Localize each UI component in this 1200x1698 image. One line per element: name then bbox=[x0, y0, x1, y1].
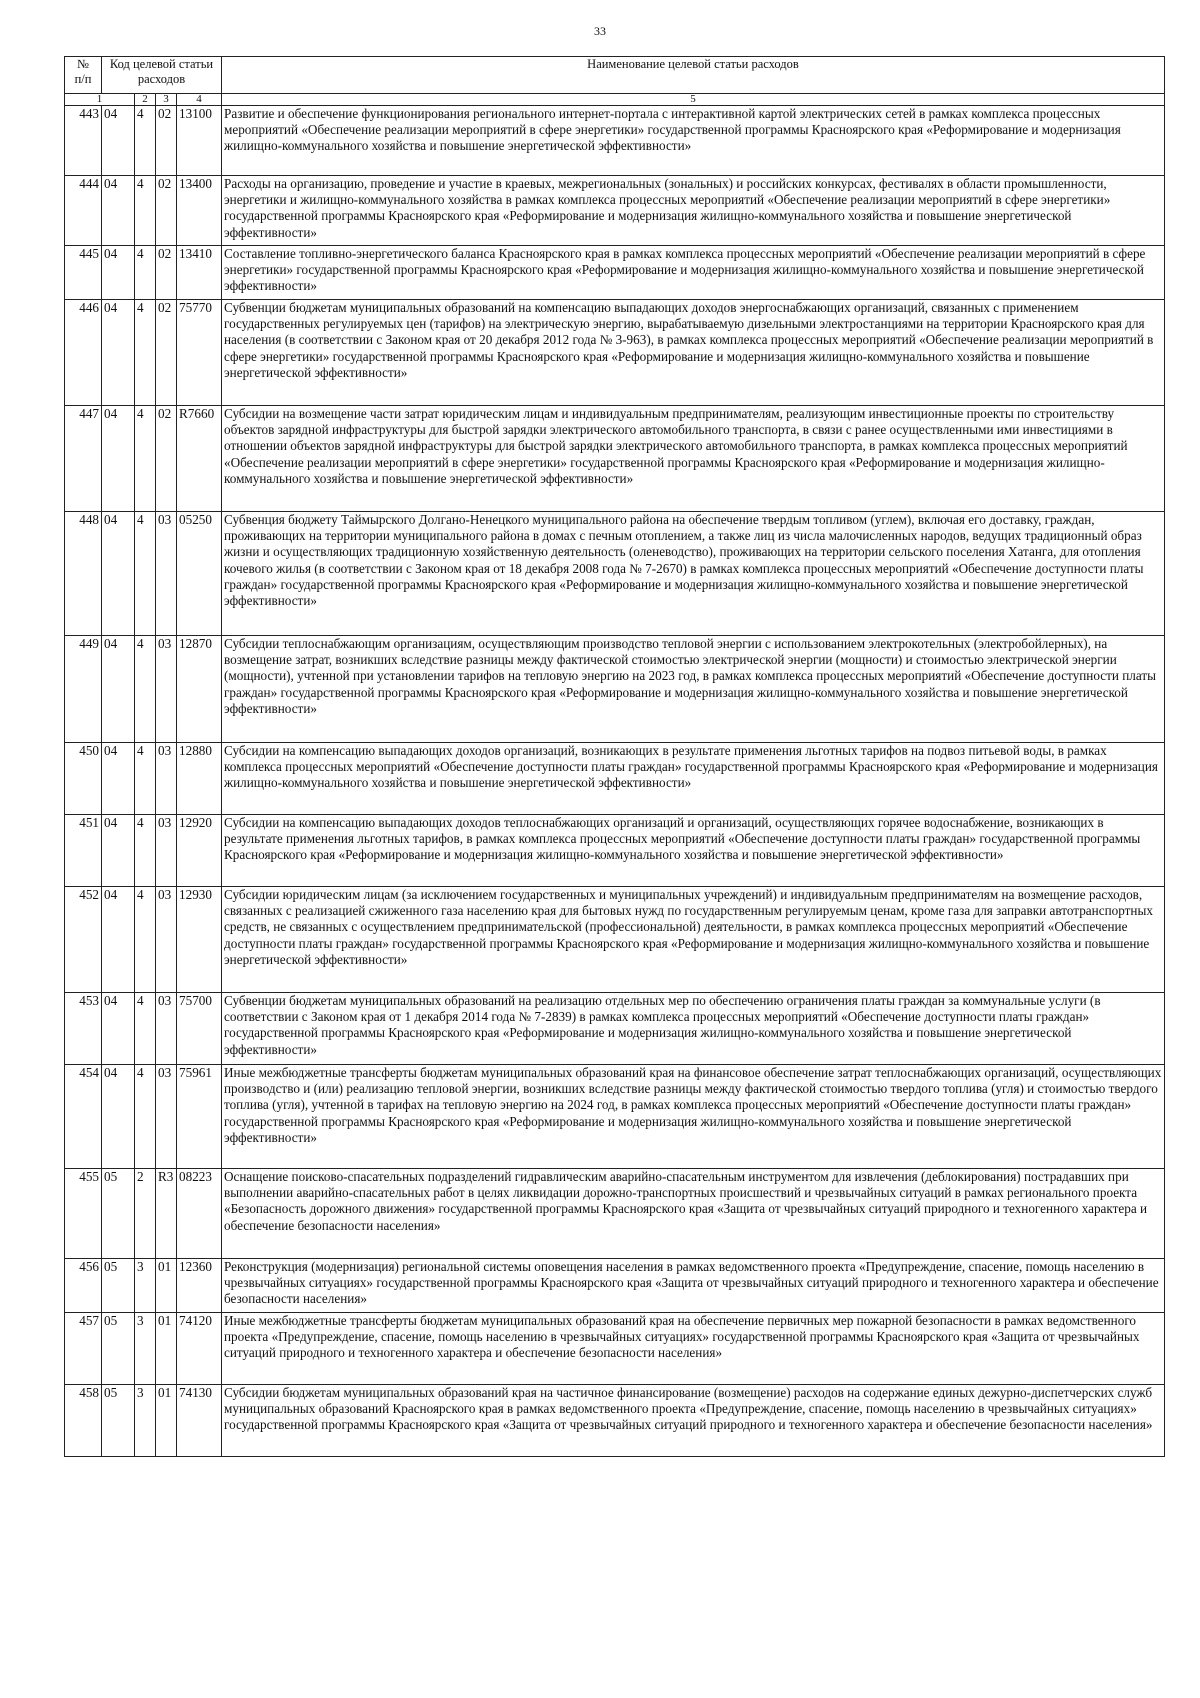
code-part-2: 4 bbox=[135, 887, 156, 993]
code-part-2: 4 bbox=[135, 512, 156, 636]
table-row bbox=[65, 176, 1165, 246]
code-part-1: 04 bbox=[102, 176, 135, 246]
code-part-2: 4 bbox=[135, 300, 156, 406]
code-part-1: 04 bbox=[102, 636, 135, 743]
code-part-2: 4 bbox=[135, 993, 156, 1065]
header-row bbox=[65, 57, 1165, 94]
code-part-1: 04 bbox=[102, 300, 135, 406]
col-number-5: 5 bbox=[222, 94, 1165, 106]
code-part-2: 4 bbox=[135, 176, 156, 246]
code-part-3: 02 bbox=[156, 300, 177, 406]
column-number-row bbox=[65, 94, 1165, 106]
row-name: Развитие и обеспечение функционирования регионального интернет-портала с интерактивной картой электрических сетей в рамках комплекса процессных мероприятий «Обеспечение реализации мероприятий в сфере энергетики» государственной программы Красноярского края «Реформирование и модернизация жилищно-коммунального хозяйства и повышение энергетической эффективности» bbox=[222, 106, 1165, 176]
code-part-2: 4 bbox=[135, 743, 156, 815]
code-part-4: 13100 bbox=[177, 106, 222, 176]
table-row bbox=[65, 246, 1165, 300]
row-number: 457 bbox=[65, 1313, 102, 1385]
budget-table bbox=[64, 56, 1165, 1457]
row-name: Субсидии на компенсацию выпадающих доходов организаций, возникающих в результате применения льготных тарифов на подвоз питьевой воды, в рамках комплекса процессных мероприятий «Обеспечение доступности платы граждан» государственной программы Красноярского края «Реформирование и модернизация жилищно-коммунального хозяйства и повышение энергетической эффективности» bbox=[222, 743, 1165, 815]
code-part-3: R3 bbox=[156, 1169, 177, 1259]
row-number: 456 bbox=[65, 1259, 102, 1313]
table-row bbox=[65, 887, 1165, 993]
row-number: 446 bbox=[65, 300, 102, 406]
table-row bbox=[65, 1313, 1165, 1385]
code-part-2: 4 bbox=[135, 246, 156, 300]
code-part-3: 01 bbox=[156, 1313, 177, 1385]
row-name: Реконструкция (модернизация) региональной системы оповещения населения в рамках ведомственного проекта «Предупреждение, спасение, помощь населению в чрезвычайных ситуациях» государственной программы Красноярского края «Защита от чрезвычайных ситуаций природного и техногенного характера и обеспечение безопасности населения» bbox=[222, 1259, 1165, 1313]
header-code-line1: Код целевой статьи bbox=[109, 57, 214, 71]
header-code-line2: расходов bbox=[137, 72, 186, 86]
header-code bbox=[102, 57, 222, 94]
code-part-1: 04 bbox=[102, 406, 135, 512]
code-part-3: 01 bbox=[156, 1385, 177, 1457]
code-part-4: 12880 bbox=[177, 743, 222, 815]
code-part-3: 02 bbox=[156, 246, 177, 300]
row-name: Субвенции бюджетам муниципальных образований на компенсацию выпадающих доходов энергоснабжающих организаций, связанных с применением государственных регулируемых цен (тарифов) на электрическую энергию, вырабатываемую дизельными электростанциями на территории Красноярского края для населения (в соответствии с Законом края от 20 декабря 2012 года № 3-963), в рамках комплекса процессных мероприятий «Обеспечение реализации мероприятий в сфере энергетики» государственной программы Красноярского края «Реформирование и модернизация жилищно-коммунального хозяйства и повышение энергетической эффективности» bbox=[222, 300, 1165, 406]
code-part-4: 12930 bbox=[177, 887, 222, 993]
code-part-4: 13400 bbox=[177, 176, 222, 246]
header-number-line2: п/п bbox=[74, 72, 92, 86]
row-number: 443 bbox=[65, 106, 102, 176]
code-part-2: 4 bbox=[135, 106, 156, 176]
code-part-3: 03 bbox=[156, 636, 177, 743]
code-part-1: 05 bbox=[102, 1259, 135, 1313]
code-part-3: 03 bbox=[156, 815, 177, 887]
code-part-3: 03 bbox=[156, 512, 177, 636]
row-number: 447 bbox=[65, 406, 102, 512]
table-row bbox=[65, 993, 1165, 1065]
code-part-4: 74120 bbox=[177, 1313, 222, 1385]
code-part-1: 04 bbox=[102, 1065, 135, 1169]
code-part-1: 05 bbox=[102, 1169, 135, 1259]
table-row bbox=[65, 300, 1165, 406]
row-name: Субвенция бюджету Таймырского Долгано-Ненецкого муниципального района на обеспечение твердым топливом (углем), включая его доставку, граждан, проживающих на территории муниципального района в домах с печным отоплением, а также лиц из числа малочисленных народов, ведущих традиционный образ жизни и осуществляющих традиционную хозяйственную деятельность (оленеводство), проживающих на территории сельского поселения Хатанга, для отопления кочевого жилья (в соответствии с Законом края от 18 декабря 2008 года № 7-2670) в рамках комплекса процессных мероприятий «Обеспечение доступности платы граждан» государственной программы Красноярского края «Реформирование и модернизация жилищно-коммунального хозяйства и повышение энергетической эффективности» bbox=[222, 512, 1165, 636]
row-number: 453 bbox=[65, 993, 102, 1065]
row-number: 450 bbox=[65, 743, 102, 815]
code-part-3: 03 bbox=[156, 887, 177, 993]
table-body bbox=[65, 106, 1165, 1457]
code-part-4: 13410 bbox=[177, 246, 222, 300]
table-row bbox=[65, 1259, 1165, 1313]
code-part-3: 03 bbox=[156, 993, 177, 1065]
row-number: 458 bbox=[65, 1385, 102, 1457]
code-part-1: 04 bbox=[102, 743, 135, 815]
code-part-4: 74130 bbox=[177, 1385, 222, 1457]
row-name: Иные межбюджетные трансферты бюджетам муниципальных образований края на финансовое обеспечение затрат теплоснабжающих организаций, осуществляющих производство и (или) реализацию тепловой энергии, возникших вследствие разницы между фактической стоимостью твердого топлива (угля) и стоимостью твердого топлива (угля), учтенной в тарифах на тепловую энергию на 2024 год, в рамках комплекса процессных мероприятий «Обеспечение доступности платы граждан» государственной программы Красноярского края «Реформирование и модернизация жилищно-коммунального хозяйства и повышение энергетической эффективности» bbox=[222, 1065, 1165, 1169]
code-part-1: 04 bbox=[102, 246, 135, 300]
row-name: Субсидии на компенсацию выпадающих доходов теплоснабжающих организаций и организаций, осуществляющих горячее водоснабжение, возникающих в результате применения льготных тарифов, в рамках комплекса процессных мероприятий «Обеспечение доступности платы граждан» государственной программы Красноярского края «Реформирование и модернизация жилищно-коммунального хозяйства и повышение энергетической эффективности» bbox=[222, 815, 1165, 887]
row-name: Субсидии теплоснабжающим организациям, осуществляющим производство тепловой энергии с использованием электрокотельных (электробойлерных), на возмещение затрат, возникших вследствие разницы между фактической стоимостью электрической энергии (мощности) и стоимостью электрической энергии (мощности), учтенной при установлении тарифов на тепловую энергию на 2023 год, в рамках комплекса процессных мероприятий «Обеспечение доступности платы граждан» государственной программы Красноярского края «Реформирование и модернизация жилищно-коммунального хозяйства и повышение энергетической эффективности» bbox=[222, 636, 1165, 743]
row-number: 445 bbox=[65, 246, 102, 300]
header-number bbox=[65, 57, 102, 94]
code-part-3: 02 bbox=[156, 106, 177, 176]
code-part-1: 04 bbox=[102, 512, 135, 636]
code-part-2: 2 bbox=[135, 1169, 156, 1259]
code-part-3: 02 bbox=[156, 406, 177, 512]
table-row bbox=[65, 743, 1165, 815]
row-name: Иные межбюджетные трансферты бюджетам муниципальных образований края на обеспечение первичных мер пожарной безопасности в рамках ведомственного проекта «Предупреждение, спасение, помощь населению в чрезвычайных ситуациях» государственной программы Красноярского края «Защита от чрезвычайных ситуаций природного и техногенного характера и обеспечение безопасности населения» bbox=[222, 1313, 1165, 1385]
code-part-2: 4 bbox=[135, 406, 156, 512]
code-part-1: 05 bbox=[102, 1385, 135, 1457]
row-number: 455 bbox=[65, 1169, 102, 1259]
table-row bbox=[65, 1169, 1165, 1259]
table-row bbox=[65, 106, 1165, 176]
col-number-4: 4 bbox=[177, 94, 222, 106]
code-part-1: 04 bbox=[102, 993, 135, 1065]
code-part-4: 12920 bbox=[177, 815, 222, 887]
code-part-3: 03 bbox=[156, 1065, 177, 1169]
code-part-3: 01 bbox=[156, 1259, 177, 1313]
row-number: 444 bbox=[65, 176, 102, 246]
code-part-3: 03 bbox=[156, 743, 177, 815]
row-number: 454 bbox=[65, 1065, 102, 1169]
row-name: Субсидии бюджетам муниципальных образований края на частичное финансирование (возмещение) расходов на содержание единых дежурно-диспетчерских служб муниципальных образований Красноярского края в рамках ведомственного проекта «Предупреждение, спасение, помощь населению в чрезвычайных ситуациях» государственной программы Красноярского края «Защита от чрезвычайных ситуаций природного и техногенного характера и обеспечение безопасности населения» bbox=[222, 1385, 1165, 1457]
code-part-3: 02 bbox=[156, 176, 177, 246]
code-part-4: 75961 bbox=[177, 1065, 222, 1169]
code-part-1: 04 bbox=[102, 106, 135, 176]
row-number: 452 bbox=[65, 887, 102, 993]
row-name: Расходы на организацию, проведение и участие в краевых, межрегиональных (зональных) и российских конкурсах, фестивалях в области промышленности, энергетики и жилищно-коммунального хозяйства в рамках комплекса процессных мероприятий «Обеспечение реализации мероприятий в сфере энергетики» государственной программы Красноярского края «Реформирование и модернизация жилищно-коммунального хозяйства и повышение энергетической эффективности» bbox=[222, 176, 1165, 246]
code-part-1: 05 bbox=[102, 1313, 135, 1385]
row-name: Субсидии на возмещение части затрат юридическим лицам и индивидуальным предпринимателям, реализующим инвестиционные проекты по строительству объектов зарядной инфраструктуры для быстрой зарядки электрического автомобильного транспорта, в связи с ранее осуществленными ими инвестициями в отношении объектов зарядной инфраструктуры для быстрой зарядки электрического автомобильного транспорта, в рамках комплекса процессных мероприятий «Обеспечение реализации мероприятий в сфере энергетики» государственной программы Красноярского края «Реформирование и модернизация жилищно-коммунального хозяйства и повышение энергетической эффективности» bbox=[222, 406, 1165, 512]
code-part-1: 04 bbox=[102, 815, 135, 887]
table-row bbox=[65, 512, 1165, 636]
header-number-line1: № bbox=[77, 57, 89, 71]
code-part-1: 04 bbox=[102, 887, 135, 993]
col-number-3: 3 bbox=[156, 94, 177, 106]
code-part-4: R7660 bbox=[177, 406, 222, 512]
table-row bbox=[65, 1385, 1165, 1457]
code-part-2: 3 bbox=[135, 1313, 156, 1385]
code-part-2: 4 bbox=[135, 636, 156, 743]
code-part-4: 12360 bbox=[177, 1259, 222, 1313]
row-name: Субвенции бюджетам муниципальных образований на реализацию отдельных мер по обеспечению ограничения платы граждан за коммунальные услуги (в соответствии с Законом края от 1 декабря 2014 года № 7-2839) в рамках комплекса процессных мероприятий «Обеспечение доступности платы граждан» государственной программы Красноярского края «Реформирование и модернизация жилищно-коммунального хозяйства и повышение энергетической эффективности» bbox=[222, 993, 1165, 1065]
code-part-4: 12870 bbox=[177, 636, 222, 743]
code-part-4: 05250 bbox=[177, 512, 222, 636]
code-part-4: 08223 bbox=[177, 1169, 222, 1259]
code-part-2: 4 bbox=[135, 1065, 156, 1169]
code-part-2: 4 bbox=[135, 815, 156, 887]
row-name: Субсидии юридическим лицам (за исключением государственных и муниципальных учреждений) и индивидуальным предпринимателям на возмещение расходов, связанных с реализацией сжиженного газа населению края для бытовых нужд по государственным регулируемым ценам, кроме газа для заправки автотранспортных средств, не связанных с осуществлением предпринимательской (профессиональной) деятельности, в рамках комплекса процессных мероприятий «Обеспечение доступности платы граждан» государственной программы Красноярского края «Реформирование и модернизация жилищно-коммунального хозяйства и повышение энергетической эффективности» bbox=[222, 887, 1165, 993]
col-number-1: 1 bbox=[65, 94, 135, 106]
header-name: Наименование целевой статьи расходов bbox=[222, 57, 1165, 94]
row-number: 449 bbox=[65, 636, 102, 743]
row-name: Оснащение поисково-спасательных подразделений гидравлическим аварийно-спасательным инструментом для извлечения (деблокирования) пострадавших при выполнении аварийно-спасательных работ в целях ликвидации дорожно-транспортных происшествий и чрезвычайных ситуаций в рамках регионального проекта «Безопасность дорожного движения» государственной программы Красноярского края «Защита от чрезвычайных ситуаций природного и техногенного характера и обеспечение безопасности населения» bbox=[222, 1169, 1165, 1259]
code-part-2: 3 bbox=[135, 1385, 156, 1457]
code-part-2: 3 bbox=[135, 1259, 156, 1313]
table-row bbox=[65, 406, 1165, 512]
col-number-2: 2 bbox=[135, 94, 156, 106]
page-number: 33 bbox=[594, 24, 606, 38]
code-part-4: 75770 bbox=[177, 300, 222, 406]
table-row bbox=[65, 815, 1165, 887]
table-row bbox=[65, 1065, 1165, 1169]
code-part-4: 75700 bbox=[177, 993, 222, 1065]
table-row bbox=[65, 636, 1165, 743]
row-number: 451 bbox=[65, 815, 102, 887]
row-number: 448 bbox=[65, 512, 102, 636]
row-name: Составление топливно-энергетического баланса Красноярского края в рамках комплекса процессных мероприятий «Обеспечение реализации мероприятий в сфере энергетики» государственной программы Красноярского края «Реформирование и модернизация жилищно-коммунального хозяйства и повышение энергетической эффективности» bbox=[222, 246, 1165, 300]
